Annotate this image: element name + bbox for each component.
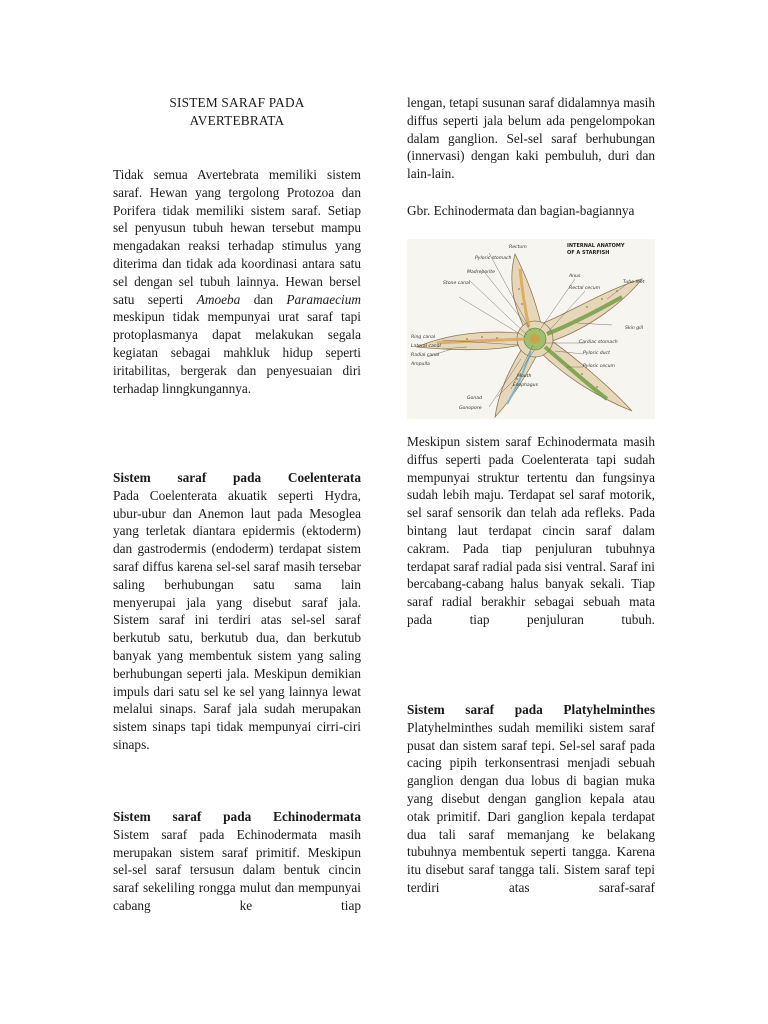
echinodermata-after-figure: Meskipun sistem saraf Echinodermata masih diffus seperti pada Coelenterata tapi sudah mempunyai struktur tertentu dan fungsinya sudah lebih maju. Terdapat sel saraf motorik, sel saraf sensorik dan telah ada refleks. Pada bintang laut terdapat cincin saraf dalam cakram. Pada tiap penjuluran tubuhnya terdapat saraf radial pada sisi ventral. Saraf ini bercabang-cabang halus banyak sekali. Tiap saraf radial berakhir sebagai sebuah mata pada tiap penjuluran tubuh.	[407, 434, 655, 627]
label-mouth: Mouth	[517, 374, 532, 379]
section-echinodermata	[113, 808, 361, 915]
label-anus: Anus	[569, 274, 581, 279]
page-title	[113, 94, 361, 130]
intro-text-1: Tidak semua Avertebrata memiliki sistem saraf. Hewan yang tergolong Protozoa dan Porifera tidak memiliki sistem saraf. Setiap sel penyusun tubuh hewan tersebut mampu mengadakan reaksi terhadap stimulus yang diterima dan tidak ada koordinasi antara satu sel dengan sel tubuh lainnya. Hewan bersel satu seperti	[113, 167, 361, 307]
label-rectum: Rectum	[509, 245, 527, 250]
starfish-figure	[407, 239, 655, 419]
label-rectal-cecum: Rectal cecum	[569, 286, 601, 291]
label-ring-canal: Ring canal	[411, 335, 436, 340]
intro-text-and: dan	[240, 291, 287, 307]
intro-term-amoeba: Amoeba	[196, 291, 241, 307]
label-gonopore: Gonopore	[459, 406, 482, 411]
intro-paragraph	[113, 166, 361, 397]
label-madreporite: Madreporite	[467, 270, 495, 275]
title-line-1: SISTEM SARAF PADA	[169, 95, 305, 110]
label-pyloric-stomach: Pyloric stomach	[475, 256, 512, 261]
figure-title-line-1: INTERNAL ANATOMY	[567, 243, 625, 249]
intro-text-2: meskipun tidak mempunyai urat saraf tapi protoplasmanya dapat melakukan segala kegiatan sebagai mahkluk hidup seperti iritabilitas, bergerak dan penyesuaian diri terhadap linngkungannya.	[113, 309, 361, 396]
heading-coelenterata: Sistem saraf pada Coelenterata	[113, 470, 361, 485]
label-radial-canal: Radial canal	[411, 353, 440, 358]
section-coelenterata	[113, 469, 361, 754]
heading-platyhelminthes: Sistem saraf pada Platyhelminthes	[407, 702, 655, 717]
intro-term-paramaecium: Paramaecium	[286, 291, 361, 307]
title-line-2: AVERTEBRATA	[189, 113, 285, 128]
section-platyhelminthes	[407, 701, 655, 897]
label-cardiac-stomach: Cardiac stomach	[579, 340, 618, 345]
label-tube-feet: Tube feet	[623, 280, 645, 285]
starfish-illustration	[407, 239, 655, 419]
heading-echinodermata: Sistem saraf pada Echinodermata	[113, 809, 361, 824]
label-pyloric-duct: Pyloric duct	[583, 351, 610, 356]
body-coelenterata: Pada Coelenterata akuatik seperti Hydra, ubur-ubur dan Anemon laut pada Mesoglea yang terletak diantara epidermis (ektoderm) dan gastrodermis (endoderm) terdapat sistem saraf diffus karena sel-sel saraf masih tersebar saling berhubungan satu sama lain menyerupai jala yang disebut saraf jala. Sistem saraf ini terdiri atas sel-sel saraf berkutub satu, berkutub dua, dan berkutub banyak yang membentuk sistem yang saling berhubungan seperti jala. Meskipun demikian impuls dari satu sel ke sel yang lainnya lewat melalui sinaps. Saraf jala sudah merupakan sistem sinaps tapi tidak mempunyai cirri-ciri sinaps.	[113, 487, 361, 752]
label-pyloric-cecum: Pyloric cecum	[583, 364, 615, 369]
figure-caption: Gbr. Echinodermata dan bagian-bagiannya	[407, 203, 635, 218]
body-platyhelminthes: Platyhelminthes sudah memiliki sistem saraf pusat dan sistem saraf tepi. Sel-sel saraf pada cacing pipih terkonsentrasi menjadi sebuah ganglion dengan dua lobus di bagian muka yang disebut dengan ganglion kepala atau otak primitif. Dari ganglion kepala terdapat dua tali saraf memanjang ke belakang tubuhnya membentuk seperti tangga. Karena itu disebut saraf tangga tali. Sistem saraf tepi terdiri atas saraf-saraf	[407, 719, 655, 895]
label-gonad: Gonad	[467, 396, 483, 401]
figure-title-line-2: OF A STARFISH	[567, 250, 610, 256]
body-echinodermata: Sistem saraf pada Echinodermata masih merupakan sistem saraf primitif. Meskipun sel-sel saraf tersusun dalam bentuk cincin saraf sekeliling rongga mulut dan mempunyai cabang ke tiap	[113, 826, 361, 913]
label-skin-gill: Skin gill	[625, 326, 643, 331]
label-ampulla: Ampulla	[411, 362, 430, 367]
echinodermata-continued: lengan, tetapi susunan saraf didalamnya masih diffus seperti jala belum ada pengelompokan dalam ganglion. Sel-sel saraf berhubungan (innervasi) dengan kaki pembuluh, duri dan lain-lain.	[407, 95, 655, 182]
label-stone-canal: Stone canal	[443, 281, 471, 286]
label-lateral-canal: Lateral canal	[411, 344, 441, 349]
label-esophagus: Esophagus	[513, 383, 538, 388]
